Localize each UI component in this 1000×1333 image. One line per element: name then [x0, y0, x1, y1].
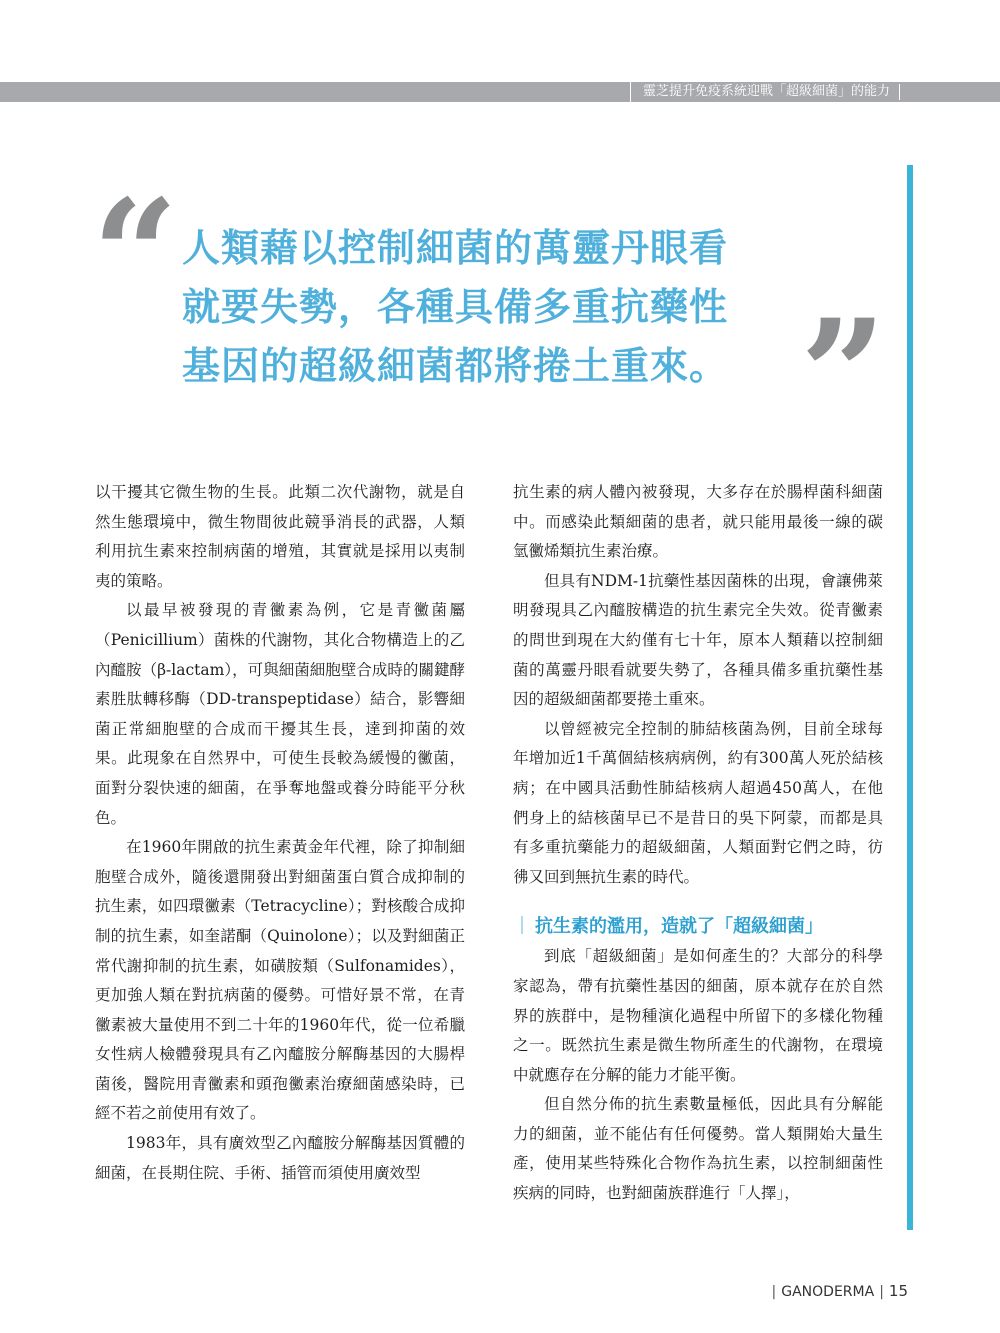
paragraph: 1983年，具有廣效型乙內醯胺分解酶基因質體的細菌，在長期住院、手術、插管而須使用廣效型: [95, 1134, 465, 1182]
pull-quote: [182, 218, 822, 395]
pull-quote-line: 人類藉以控制細菌的萬靈丹眼看: [182, 225, 729, 270]
page-footer: [767, 1282, 908, 1300]
paragraph: 以最早被發現的青黴素為例，它是青黴菌屬（Penicillium）菌株的代謝物，其化合物構造上的乙內醯胺（β-lactam），可與細菌細胞壁合成時的關鍵酵素胜肽轉移酶（DD-transpeptidase）結合，影響細菌正常細胞壁的合成而干擾其生長，達到抑菌的效果。此現象在自然界中，可使生長較為緩慢的黴菌，面對分裂快速的細菌，在爭奪地盤或養分時能平分秋色。: [95, 601, 465, 827]
close-quote-mark: ”: [800, 287, 887, 463]
magazine-name: GANODERMA: [781, 1284, 875, 1300]
open-quote-mark: “: [92, 167, 179, 343]
right-column: [513, 478, 883, 1209]
paragraph: 以曾經被完全控制的肺結核菌為例，目前全球每年增加近1千萬個結核病病例，約有300萬人死於結核病；在中國具活動性肺結核病人超過450萬人，在他們身上的結核菌早已不是昔日的吳下阿蒙，而都是具有多重抗藥能力的超級細菌，人類面對它們之時，彷彿又回到無抗生素的時代。: [513, 719, 883, 886]
paragraph: 到底「超級細菌」是如何產生的？大部分的科學家認為，帶有抗藥性基因的細菌，原本就存在於自然界的族群中，是物種演化過程中所留下的多樣化物種之一。既然抗生素是微生物所產生的代謝物，在環境中就應存在分解的能力才能平衡。: [513, 947, 883, 1084]
paragraph: 以干擾其它微生物的生長。此類二次代謝物，就是自然生態環境中，微生物間彼此競爭消長的武器，人類利用抗生素來控制病菌的增殖，其實就是採用以夷制夷的策略。: [95, 483, 465, 590]
running-title: 靈芝提升免疫系統迎戰「超級細菌」的能力: [630, 82, 890, 102]
pull-quote-line: 基因的超級細菌都將捲土重來。: [182, 343, 729, 388]
header-divider: [899, 84, 900, 100]
section-heading-bar: ｜: [513, 916, 531, 938]
paragraph: 在1960年開啟的抗生素黃金年代裡，除了抑制細胞壁合成外，隨後還開發出對細菌蛋白質合成抑制的抗生素，如四環黴素（Tetracycline）；對核酸合成抑制的抗生素，如奎諾酮（Quinolone）；以及對細菌正常代謝抑制的抗生素，如磺胺類（Sulfonamides），更加強人類在對抗病菌的優勢。可惜好景不常，在青黴素被大量使用不到二十年的1960年代，從一位希臘女性病人檢體發現具有乙內醯胺分解酶基因的大腸桿菌後，醫院用青黴素和頭孢黴素治療細菌感染時，已經不若之前使用有效了。: [95, 838, 465, 1123]
paragraph: 但具有NDM-1抗藥性基因菌株的出現，會讓佛萊明發現具乙內醯胺構造的抗生素完全失效。從青黴素的問世到現在大約僅有七十年，原本人類藉以控制細菌的萬靈丹眼看就要失勢了，各種具備多重抗藥性基因的超級細菌都要捲土重來。: [513, 571, 883, 709]
footer-divider: |: [879, 1284, 884, 1300]
section-heading: [513, 911, 883, 942]
section-heading-text: 抗生素的濫用，造就了「超級細菌」: [535, 916, 823, 938]
footer-divider: |: [771, 1284, 777, 1300]
vertical-accent-rule: [907, 165, 913, 1230]
header-bar: [0, 82, 1000, 102]
page-number: 15: [888, 1282, 908, 1300]
left-column: [95, 478, 465, 1188]
paragraph: 抗生素的病人體內被發現，大多存在於腸桿菌科細菌中。而感染此類細菌的患者，就只能用最後一線的碳氫黴烯類抗生素治療。: [513, 483, 883, 561]
pull-quote-line: 就要失勢，各種具備多重抗藥性: [182, 284, 729, 329]
paragraph: 但自然分佈的抗生素數量極低，因此具有分解能力的細菌，並不能佔有任何優勢。當人類開始大量生產，使用某些特殊化合物作為抗生素，以控制細菌性疾病的同時，也對細菌族群進行「人擇」，: [513, 1095, 883, 1203]
